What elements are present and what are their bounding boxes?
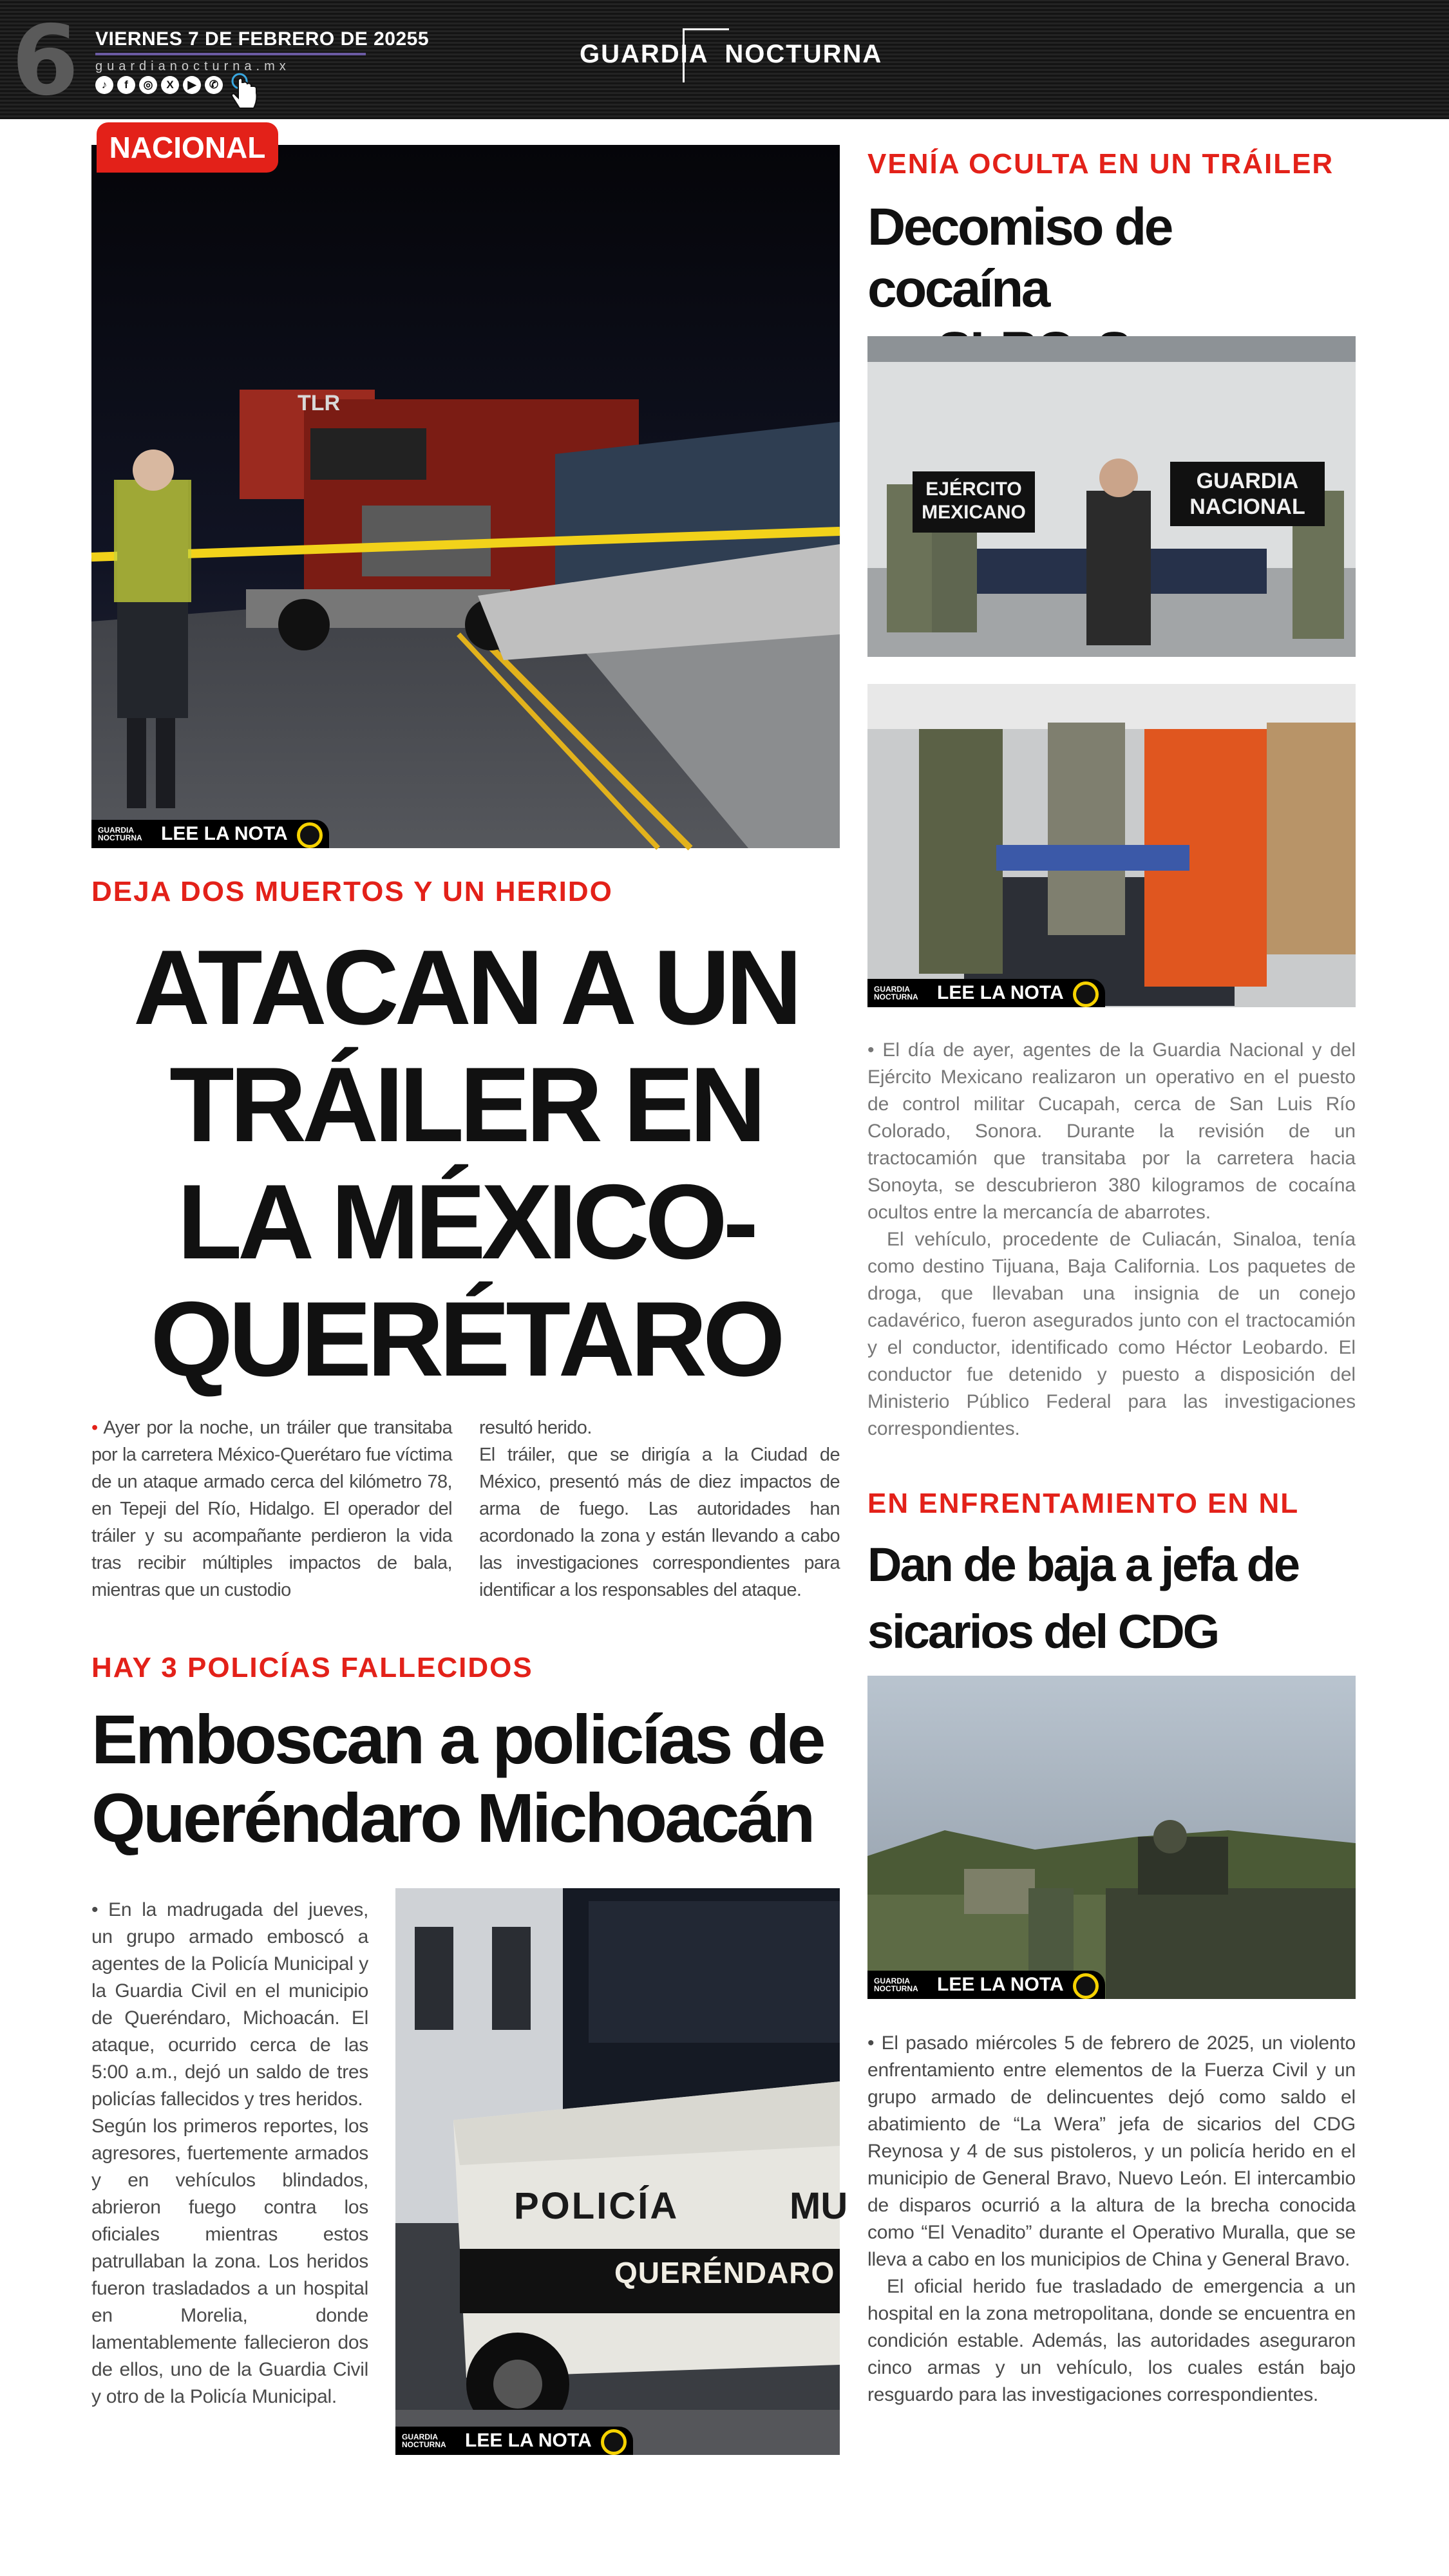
badge-brand: GUARDIA NOCTURNA	[874, 985, 918, 1001]
svg-text:TLR: TLR	[298, 391, 341, 415]
site-url[interactable]: guardianocturna.mx	[95, 59, 290, 73]
police-paragraph: Según los primeros reportes, los agresores, fuertemente armados y en vehículos blindados, abrieron fuego contra los oficiales mientras estos patrullaban la zona. Los heridos fueron trasladados a un hospital en Morelia, donde lamentablemente fallecieron dos de ellos, uno de la Guardia Civil y otro de la Policía Municipal.	[91, 2116, 368, 2407]
headline-line: LA MÉXICO-	[177, 1162, 754, 1281]
cocaine-story-kicker: VENÍA OCULTA EN UN TRÁILER	[867, 148, 1334, 180]
tap-icon	[1073, 981, 1099, 1007]
bullet-icon: •	[91, 1417, 104, 1438]
police-paragraph: En la madrugada del jueves, un grupo armado emboscó a agentes de la Policía Municipal y la Guardia Civil en el municipio de Queréndaro, Michoacán. El ataque, ocurrido cerca de las 5:00 a.m., dejó un saldo de tres policías fallecidos y tres heridos.	[91, 1899, 368, 2110]
masthead-frame	[683, 28, 729, 82]
tap-icon	[297, 822, 323, 848]
masthead-logo: GUARDIA NOCTURNA	[580, 40, 883, 68]
reynosa-story-text	[867, 2030, 1356, 2409]
reynosa-photo	[867, 1676, 1356, 1999]
page-number: 6	[12, 5, 79, 117]
police-photo-label: POLICÍA	[514, 2185, 679, 2227]
section-tab-nacional[interactable]: NACIONAL	[97, 122, 278, 173]
instagram-icon[interactable]: ◎	[139, 76, 157, 94]
reynosa-paragraph: El oficial herido fue trasladado de emergencia a un hospital en la zona metropolitana, donde se encuentra en condición estable. Además, las autoridades aseguraron cinco armas y un vehículo, los cuales están bajo resguardo para las investigaciones correspondientes.	[867, 2276, 1356, 2405]
police-photo-label: MU	[790, 2185, 848, 2227]
badge-label: LEE LA NOTA	[937, 1974, 1064, 1995]
headline-line: Emboscan a policías de	[91, 1700, 824, 1778]
tap-icon	[601, 2429, 627, 2455]
banner-text: NACIONAL	[1189, 495, 1305, 519]
cocaine-photo-2	[867, 684, 1356, 1007]
banner-guardia	[1170, 462, 1325, 526]
main-story-text: resultó herido.	[479, 1417, 592, 1438]
bullet-icon: •	[867, 2032, 882, 2054]
badge-brand: GUARDIA NOCTURNA	[874, 1976, 918, 1993]
read-more-badge[interactable]	[395, 2427, 633, 2455]
main-story-column-1	[91, 1414, 452, 1604]
cocaine-paragraph: El vehículo, procedente de Culiacán, Sinaloa, tenía como destino Tijuana, Baja California. Los paquetes de droga, que llevaban una insignia de un conejo cadavérico, fueron asegurados junto con el tractocamión y el conductor, identificado como Héctor Leobardo. El conductor fue detenido y puesto a disposición del Ministerio Público Federal para las investigaciones correspondientes.	[867, 1229, 1356, 1439]
bullet-icon: •	[91, 1899, 109, 1920]
x-icon[interactable]: X	[161, 76, 179, 94]
issue-date: VIERNES 7 DE FEBRERO DE 20255	[95, 28, 430, 50]
date-underline	[95, 53, 366, 55]
pointer-hand-icon	[228, 72, 261, 111]
badge-brand: GUARDIA NOCTURNA	[98, 826, 142, 842]
tiktok-icon[interactable]: ♪	[95, 76, 113, 94]
trailer-night-scene	[91, 145, 840, 848]
main-story-text: El tráiler, que se dirigía a la Ciudad de México, presentó más de diez impactos de arma de fuego. Las autoridades han acordonado la zona y están llevando a cabo las investigaciones correspondientes para identificar a los responsables del ataque.	[479, 1444, 840, 1600]
headline-line: QUERÉTARO	[150, 1280, 781, 1398]
reynosa-story-kicker: EN ENFRENTAMIENTO EN NL	[867, 1488, 1300, 1519]
badge-label: LEE LA NOTA	[161, 823, 288, 844]
cocaine-photo-1	[867, 336, 1356, 657]
banner-text: GUARDIA	[1196, 469, 1299, 493]
headline-line: ATACAN A UN	[133, 928, 798, 1046]
read-more-badge[interactable]	[91, 820, 329, 848]
headline-line: Decomiso de cocaína	[867, 198, 1171, 318]
main-story-column-2	[479, 1414, 840, 1604]
headline-line: Dan de baja a jefa de	[867, 1538, 1299, 1591]
cocaine-paragraph: El día de ayer, agentes de la Guardia Nacional y del Ejército Mexicano realizaron un operativo en el puesto de control militar Cucapah, cerca de San Luis Río Colorado, Sonora. Durante la revisión de un tractocamión que transitaba por la carretera hacia Sonoyta, se descubrieron 380 kilogramos de cocaína ocultos entre la mercancía de abarrotes.	[867, 1039, 1356, 1223]
military-convoy-scene	[867, 1676, 1356, 1999]
police-story-text	[91, 1897, 368, 2410]
badge-label: LEE LA NOTA	[937, 982, 1064, 1003]
bullet-icon: •	[867, 1039, 883, 1061]
patrol-truck-scene	[395, 1888, 840, 2455]
read-more-badge[interactable]	[867, 1971, 1105, 1999]
headline-line: sicarios del CDG	[867, 1605, 1218, 1658]
cocaine-story-text	[867, 1037, 1356, 1443]
tap-icon	[1073, 1973, 1099, 1999]
read-more-badge[interactable]	[867, 979, 1105, 1007]
police-story-headline	[91, 1700, 840, 1857]
police-photo-label: QUERÉNDARO	[614, 2256, 835, 2289]
headline-line: Queréndaro Michoacán	[91, 1779, 813, 1857]
main-story-kicker: DEJA DOS MUERTOS Y UN HERIDO	[91, 876, 613, 907]
banner-text: EJÉRCITO	[925, 478, 1022, 500]
headline-line: TRÁILER EN	[169, 1045, 762, 1164]
reynosa-paragraph: El pasado miércoles 5 de febrero de 2025, un violento enfrentamiento entre elementos de la Fuerza Civil y un grupo armado de delincuentes dejó como saldo el abatimiento de “La Wera” jefa de sicarios del CDG Reynosa y 4 de sus pistoleros, y un policía herido en el municipio de General Bravo, Nuevo León. El intercambio de disparos ocurrió a la altura de la brecha conocida como “El Venadito” durante el Operativo Muralla, que se lleva a cabo en los municipios de China y General Bravo.	[867, 2032, 1356, 2270]
inspection-scene	[867, 684, 1356, 1007]
banner-text: MEXICANO	[922, 502, 1026, 523]
whatsapp-icon[interactable]: ✆	[205, 76, 223, 94]
social-icons	[95, 76, 223, 94]
police-story-kicker: HAY 3 POLICÍAS FALLECIDOS	[91, 1652, 533, 1683]
main-story-photo	[91, 145, 840, 848]
police-story-photo	[395, 1888, 848, 2455]
main-story-headline	[91, 929, 840, 1397]
facebook-icon[interactable]: f	[117, 76, 135, 94]
badge-label: LEE LA NOTA	[465, 2430, 592, 2451]
badge-brand: GUARDIA NOCTURNA	[402, 2432, 446, 2449]
main-story-text: Ayer por la noche, un tráiler que transitaba por la carretera México-Querétaro fue víctima de un ataque armado cerca del kilómetro 78, en Tepeji del Río, Hidalgo. El operador del tráiler y su acompañante perdieron la vida tras recibir múltiples impactos de bala, mientras que un custodio	[91, 1417, 452, 1600]
page-header	[0, 0, 1449, 119]
youtube-icon[interactable]: ▶	[183, 76, 201, 94]
banner-ejercito	[913, 471, 1035, 533]
